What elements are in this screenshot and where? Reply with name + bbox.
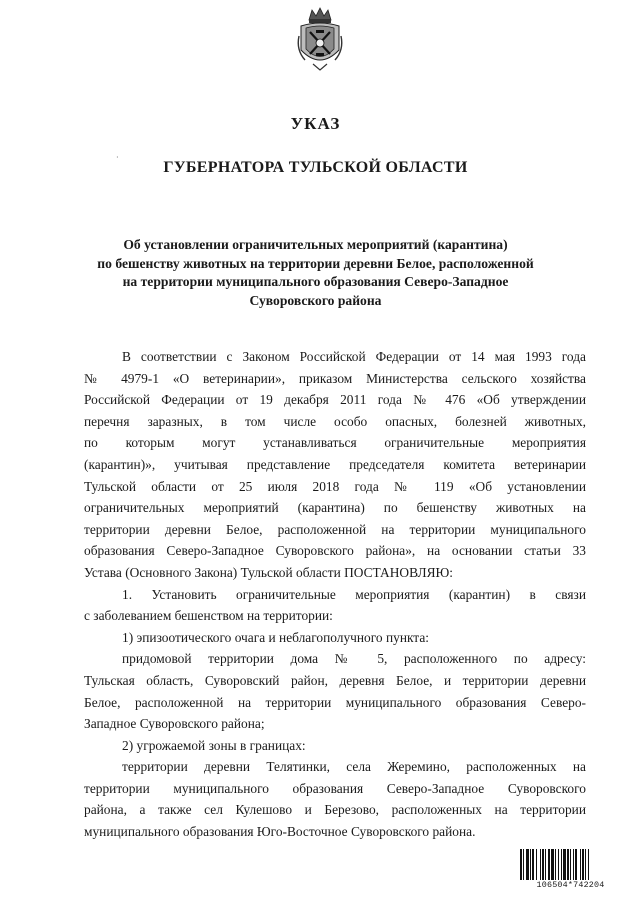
- coat-of-arms-icon: [295, 6, 345, 72]
- barcode-number: 106504*742204: [519, 880, 622, 891]
- preamble-line: № 4979-1 «О ветеринарии», приказом Министерства сельского хозяйства: [84, 370, 586, 386]
- preamble-line: территории деревни Белое, расположенной на территории муниципального: [84, 521, 586, 537]
- barcode-bar: [555, 849, 556, 881]
- margin-mark: ·: [116, 153, 119, 162]
- barcode-bar: [551, 849, 554, 881]
- barcode-bar: [530, 849, 531, 881]
- barcode-bar: [536, 849, 537, 881]
- decree-title: [60, 236, 571, 310]
- title-line: Суворовского района: [249, 292, 382, 308]
- clause-line: Западное Суворовского района;: [84, 716, 265, 732]
- barcode-bar: [575, 849, 577, 881]
- clause-line: с заболеванием бешенством на территории:: [84, 608, 333, 624]
- barcode-bar: [570, 849, 571, 881]
- barcode-bar: [567, 849, 569, 881]
- clause-line: 1) эпизоотического очага и неблагополучного пункта:: [122, 629, 429, 645]
- clause-line: Белое, расположенной на территории муниципального образования Северо-: [84, 694, 586, 710]
- clause-line: 2) угрожаемой зоны в границах:: [122, 737, 306, 753]
- barcode-bar: [526, 849, 529, 881]
- clause-line: территории муниципального образования Северо-Западное Суворовского: [84, 780, 586, 796]
- barcode-bar: [523, 849, 524, 881]
- preamble-line: В соответствии с Законом Российской Федерации от 14 мая 1993 года: [122, 349, 586, 364]
- preamble-line: образования Северо-Западное Суворовского района», на основании статьи 33: [84, 543, 586, 559]
- barcode-bar: [540, 849, 541, 881]
- preamble-line: Тульской области от 25 июля 2018 года № 119 «Об установлении: [84, 478, 586, 494]
- clause-line: придомовой территории дома № 5, расположенного по адресу:: [122, 651, 586, 667]
- barcode-bar: [542, 849, 544, 881]
- issuer-heading: ГУБЕРНАТОРА ТУЛЬСКОЙ ОБЛАСТИ: [163, 159, 468, 176]
- title-line: на территории муниципального образования Северо-Западное: [122, 274, 509, 289]
- barcode-bar: [563, 849, 566, 881]
- document-type-heading: УКАЗ: [290, 114, 341, 133]
- barcode-bar: [585, 849, 586, 881]
- preamble-line: перечня заразных, в том числе особо опасных, болезней животных,: [84, 413, 586, 429]
- title-line: по бешенству животных на территории деревни Белое, расположенной: [97, 255, 534, 271]
- barcode-bar: [580, 849, 581, 881]
- barcode-bar: [545, 849, 546, 881]
- preamble-line: (карантин)», учитывая представление председателя комитета ветеринарии: [84, 456, 586, 472]
- preamble-line: по которым могут устанавливаться ограничительные мероприятия: [84, 435, 586, 451]
- preamble-line: Устава (Основного Закона) Тульской области ПОСТАНОВЛЯЮ:: [84, 564, 453, 580]
- clause-line: Тульская область, Суворовский район, деревня Белое, и территории деревни: [84, 672, 586, 688]
- clause-line: территории деревни Телятинки, села Жеремино, расположенных на: [122, 759, 586, 775]
- barcode-bar: [588, 849, 589, 881]
- barcode-bar: [561, 849, 562, 881]
- decree-body: [84, 346, 586, 843]
- barcode-bar: [573, 849, 574, 881]
- barcode-bar: [558, 849, 559, 881]
- title-line: Об установлении ограничительных мероприятий (карантина): [123, 237, 508, 252]
- clause-line: муниципального образования Юго-Восточное Суворовского района.: [84, 824, 476, 840]
- barcode-bar: [582, 849, 584, 881]
- barcode-bar: [520, 849, 522, 881]
- clause-line: 1. Установить ограничительные мероприятия (карантин) в связи: [122, 586, 586, 602]
- barcode-bar: [548, 849, 550, 881]
- preamble-line: ограничительных мероприятий (карантина) по бешенству животных на: [84, 500, 586, 516]
- clause-line: района, а также сел Кулешово и Березово, расположенных на территории: [84, 802, 586, 818]
- preamble-line: Российской Федерации от 19 декабря 2011 года № 476 «Об утверждении: [84, 392, 586, 408]
- barcode-bar: [532, 849, 534, 881]
